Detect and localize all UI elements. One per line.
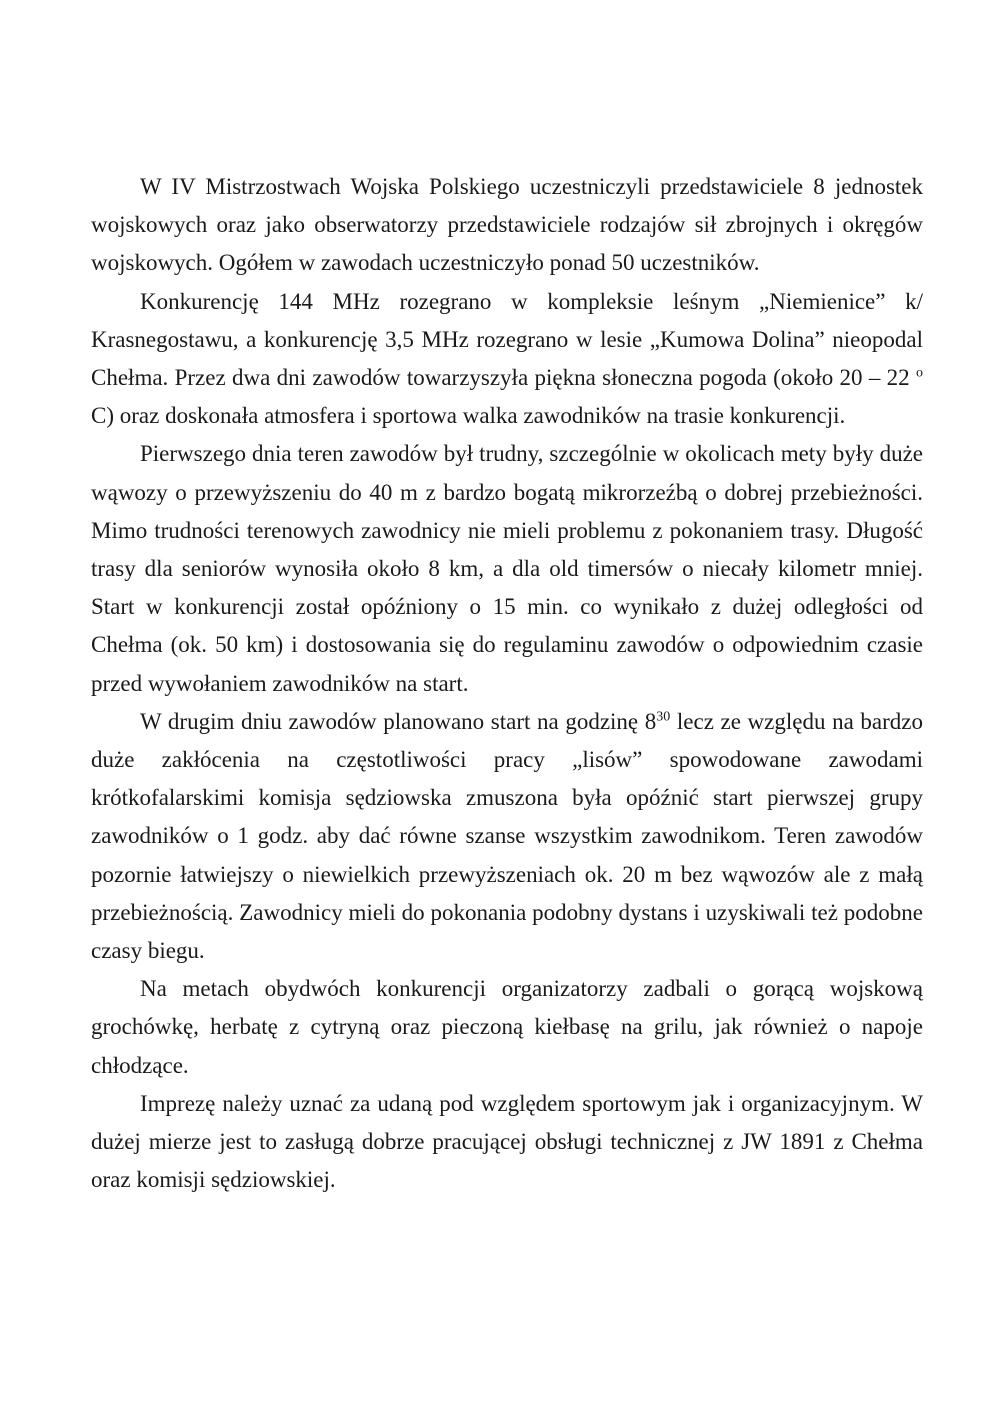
paragraph-6: Imprezę należy uznać za udaną pod względem sportowym jak i organizacyjnym. W dużej mierze jest to zasługą dobrze pracującej obsługi technicznej z JW 1891 z Chełma oraz komisji sędziowskiej. (91, 1090, 923, 1193)
paragraph-5: Na metach obydwóch konkurencji organizatorzy zadbali o gorącą wojskową grochówkę, herbatę z cytryną oraz pieczoną kiełbasę na grilu, jak również o napoje chłodzące. (91, 976, 923, 1078)
paragraph-1: W IV Mistrzostwach Wojska Polskiego uczestniczyli przedstawiciele 8 jednostek wojskowych oraz jako obserwatorzy przedstawiciele rodzajów sił zbrojnych i okręgów wojskowych. Ogółem w zawodach uczestniczyło ponad 50 uczestników. (91, 174, 923, 276)
document-body (91, 168, 923, 1199)
degree-symbol: o (916, 365, 923, 381)
paragraph-4-text-a: W drugim dniu zawodów planowano start na godzinę 8 (140, 708, 657, 734)
paragraph-4-text-b: lecz ze względu na bardzo duże zakłócenia na częstotliwości pracy „lisów” spowodowane zawodami krótkofalarskimi komisja sędziowska zmuszona była opóźnić start pierwszej grupy zawodników o 1 godz. aby dać równe szanse wszystkim zawodnikom. Teren zawodów pozornie łatwiejszy o niewielkich przewyższeniach ok. 20 m bez wąwozów ale z małą przebieżnością. Zawodnicy mieli do pokonania podobny dystans i uzyskiwali też podobne czasy biegu. (91, 708, 924, 964)
paragraph-2-text-b: C) oraz doskonała atmosfera i sportowa walka zawodników na trasie konkurencji. (91, 403, 846, 429)
time-superscript: 30 (656, 709, 671, 725)
paragraph-2 (91, 283, 923, 436)
paragraph-2-text-a: Konkurencję 144 MHz rozegrano w kompleksie leśnym „Niemienice” k/ Krasnegostawu, a konkurencję 3,5 MHz rozegrano w lesie „Kumowa Dolina” nieopodal Chełma. Przez dwa dni zawodów towarzyszyła piękna słoneczna pogoda (około 20 – 22 (91, 288, 923, 391)
paragraph-3: Pierwszego dnia teren zawodów był trudny, szczególnie w okolicach mety były duże wąwozy o przewyższeniu do 40 m z bardzo bogatą mikrorzeźbą o dobrej przebieżności. Mimo trudności terenowych zawodnicy nie mieli problemu z pokonaniem trasy. Długość trasy dla seniorów wynosiła około 8 km, a dla old timersów o niecały kilometr mniej. Start w konkurencji został opóźniony o 15 min. co wynikało z dużej odległości od Chełma (ok. 50 km) i dostosowania się do regulaminu zawodów o odpowiednim czasie przed wywołaniem zawodników na start. (91, 441, 923, 696)
paragraph-4 (91, 703, 923, 970)
